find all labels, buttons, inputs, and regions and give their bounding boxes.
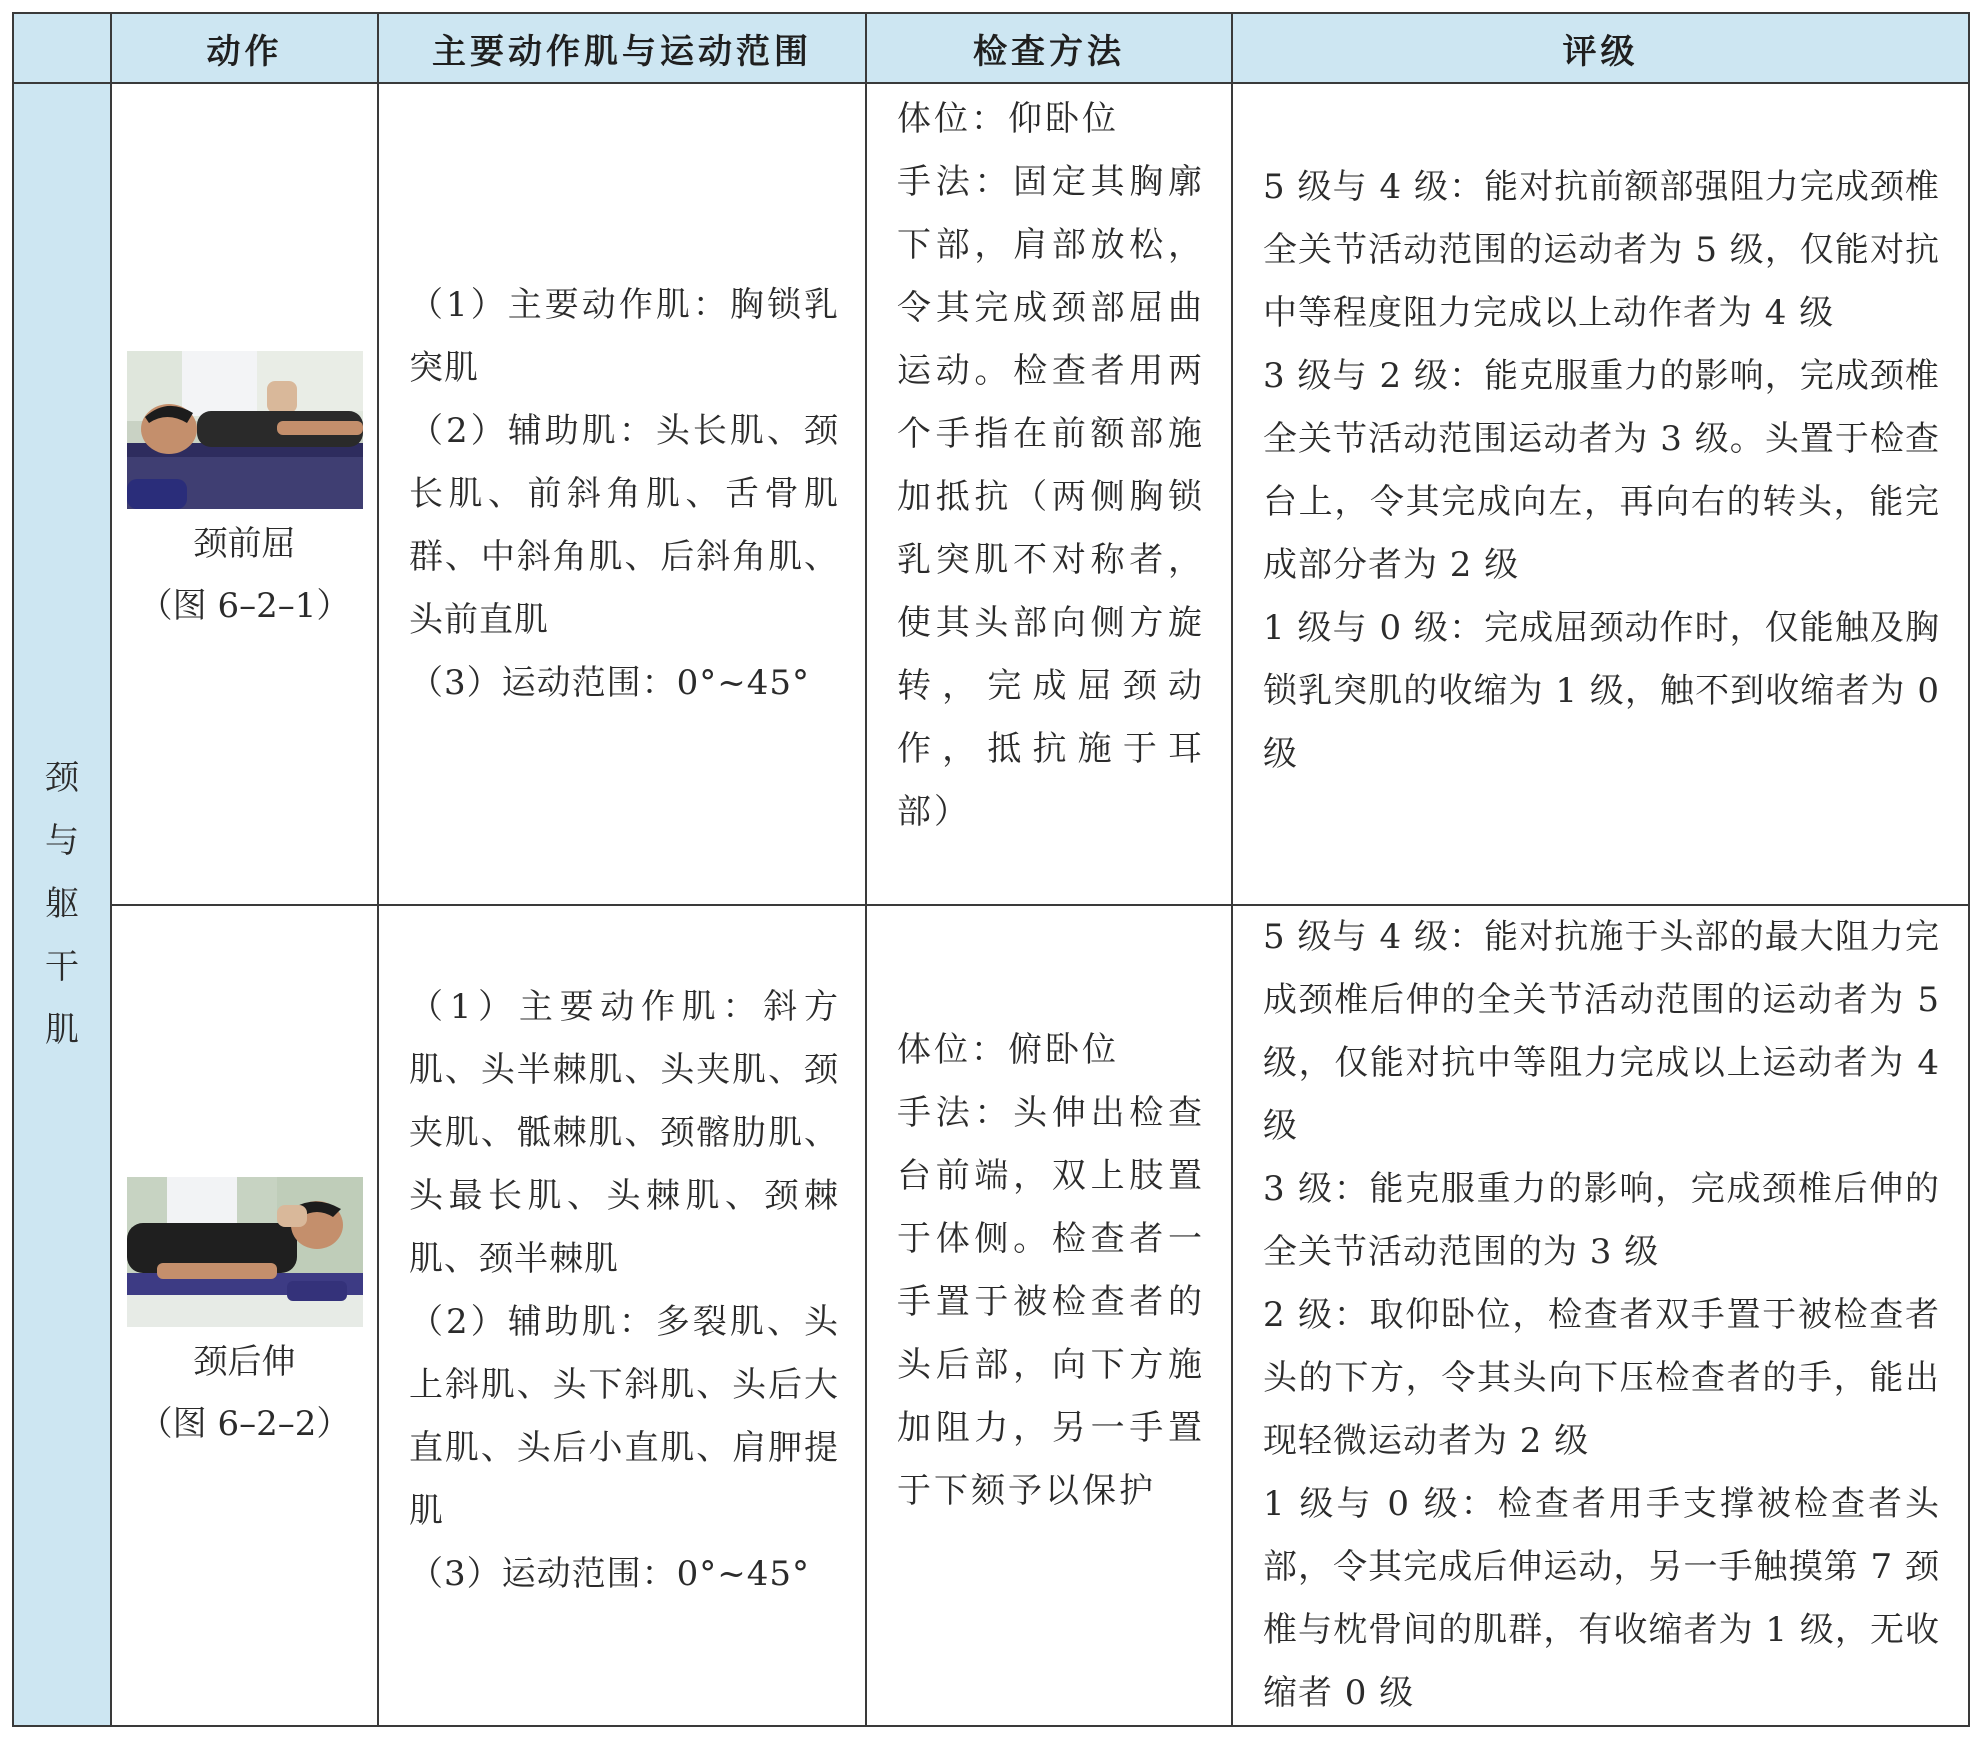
test-technique: 手法：固定其胸廓下部，肩部放松，令其完成颈部屈曲运动。检查者用两个手指在前额部施加抵抗（两侧胸锁乳突肌不对称者，使其头部向侧方旋转，完成屈颈动作，抵抗施于耳部） — [897, 162, 1205, 832]
group-label-char: 干 — [45, 947, 79, 987]
muscles-cell — [378, 905, 866, 1726]
grade-1-0: 1 级与 0 级：检查者用手支撑被检查者头部，令其完成后伸运动，另一手触摸第 7 颈椎与枕骨间的肌群，有收缩者为 1 级，无收缩者 0 级 — [1263, 1484, 1940, 1713]
grade-1-0: 1 级与 0 级：完成屈颈动作时，仅能触及胸锁乳突肌的收缩为 1 级，触不到收缩者为 0 级 — [1263, 608, 1940, 774]
grade-text — [1233, 156, 1968, 786]
group-label-cell — [13, 83, 111, 1726]
action-name: 颈前屈 — [193, 524, 296, 564]
assisting-muscles: （2）辅助肌：多裂肌、头上斜肌、头下斜肌、头后大直肌、头后小直肌、肩胛提肌 — [409, 1301, 839, 1531]
primary-muscles: （1）主要动作肌：胸锁乳突肌 — [409, 284, 839, 388]
grade-5-4: 5 级与 4 级：能对抗施于头部的最大阻力完成颈椎后伸的全关节活动范围的运动者为 5 级，仅能对抗中等阻力完成以上运动者为 4 级 — [1263, 917, 1940, 1146]
method-text — [867, 88, 1231, 844]
grade-2: 2 级：取仰卧位，检查者双手置于被检查者头的下方，令其头向下压检查者的手，能出现轻微运动者为 2 级 — [1263, 1295, 1940, 1461]
assessment-table-frame — [12, 12, 1970, 1727]
assisting-muscles: （2）辅助肌：头长肌、颈长肌、前斜角肌、舌骨肌群、中斜角肌、后斜角肌、头前直肌 — [409, 410, 839, 640]
header-grade: 评级 — [1232, 13, 1969, 83]
header-muscles: 主要动作肌与运动范围 — [378, 13, 866, 83]
grade-cell — [1232, 83, 1969, 905]
patient-position: 体位：仰卧位 — [897, 99, 1119, 139]
group-label-char: 与 — [45, 821, 79, 861]
muscles-text — [379, 976, 865, 1606]
figure-reference: （图 6–2–2） — [138, 1403, 351, 1444]
neck-flexion-photo — [127, 351, 363, 509]
table-row — [13, 905, 1969, 1726]
header-row — [13, 13, 1969, 83]
grade-3-2: 3 级与 2 级：能克服重力的影响，完成颈椎全关节活动范围运动者为 3 级。头置于检查台上，令其完成向左，再向右的转头，能完成部分者为 2 级 — [1263, 356, 1940, 585]
method-cell — [866, 83, 1232, 905]
header-action: 动作 — [111, 13, 378, 83]
group-label-char: 躯 — [45, 884, 79, 924]
range-of-motion: （3）运动范围：0°~45° — [409, 662, 811, 703]
grade-5-4: 5 级与 4 级：能对抗前额部强阻力完成颈椎全关节活动范围的运动者为 5 级，仅能对抗中等程度阻力完成以上动作者为 4 级 — [1263, 167, 1940, 333]
range-of-motion: （3）运动范围：0°~45° — [409, 1553, 811, 1594]
action-cell — [111, 83, 378, 905]
header-method: 检查方法 — [866, 13, 1232, 83]
table-row — [13, 83, 1969, 905]
figure-reference: （图 6–2–1） — [138, 586, 351, 626]
muscles-text — [379, 274, 865, 715]
neck-extension-photo — [127, 1177, 363, 1327]
method-cell — [866, 905, 1232, 1726]
primary-muscles: （1）主要动作肌：斜方肌、头半棘肌、头夹肌、颈夹肌、骶棘肌、颈髂肋肌、头最长肌、头棘肌、颈棘肌、颈半棘肌 — [409, 986, 839, 1279]
group-label-char: 肌 — [45, 1010, 79, 1050]
method-text — [867, 1019, 1231, 1523]
grade-cell — [1232, 905, 1969, 1726]
muscles-cell — [378, 83, 866, 905]
group-header-corner — [13, 13, 111, 83]
grade-text — [1233, 906, 1968, 1725]
patient-position: 体位：俯卧位 — [897, 1029, 1119, 1070]
muscle-strength-table — [12, 12, 1970, 1727]
action-name: 颈后伸 — [193, 1341, 296, 1382]
action-cell — [111, 905, 378, 1726]
group-label-char: 颈 — [45, 758, 79, 798]
grade-3: 3 级：能克服重力的影响，完成颈椎后伸的全关节活动范围的为 3 级 — [1263, 1169, 1940, 1272]
group-label — [45, 747, 79, 1062]
test-technique: 手法：头伸出检查台前端，双上肢置于体侧。检查者一手置于被检查者的头后部，向下方施加阻力，另一手置于下颏予以保护 — [897, 1092, 1205, 1511]
